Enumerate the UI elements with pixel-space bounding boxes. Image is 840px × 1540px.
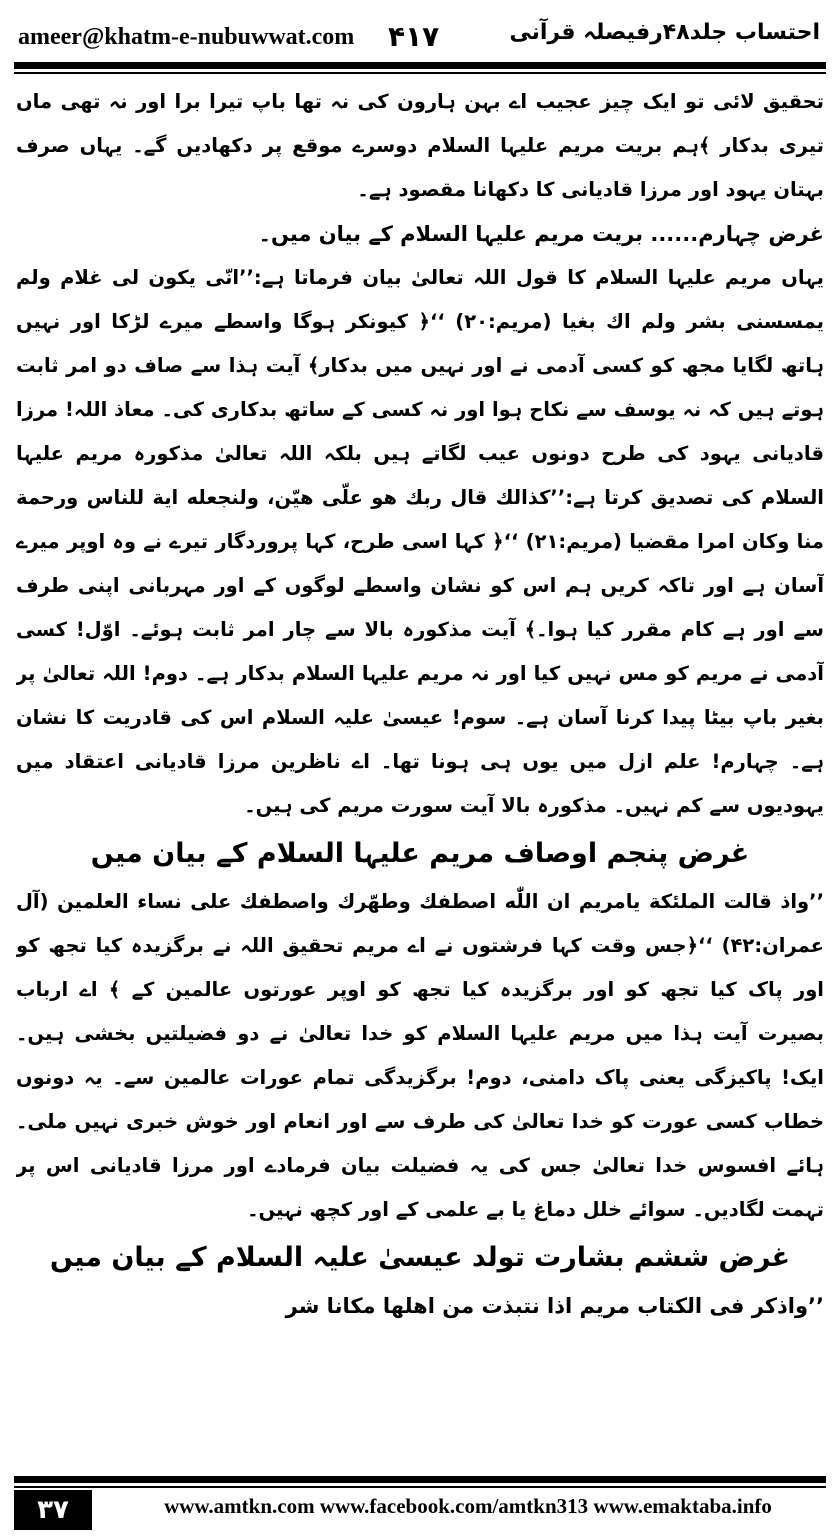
page-header (14, 14, 826, 62)
footer-rule-thin (14, 1486, 826, 1488)
section-heading: غرض ششم بشارت تولد عیسیٰ علیہ السلام کے بیان میں (49, 1242, 791, 1273)
footer-page-number: ۳۷ (14, 1490, 92, 1530)
running-title: احتساب جلد۴۸رفیصلہ قرآنی (509, 20, 820, 45)
body-text (16, 80, 824, 1470)
header-rule-thick (14, 62, 826, 69)
header-page-number: ۴۱۷ (388, 20, 440, 53)
footer-rule-thick (14, 1476, 826, 1483)
paragraph: تحقیق لائی تو ایک چیز عجیب اے بہن ہارون کی نہ تھا باپ تیرا برا اور نہ تھی ماں تیری بدکار ﴾ہم بریت مریم علیہا السلام دوسرے موقع پر دکھادیں گے۔ یہاں صرف بہتان یہود اور مرزا قادیانی کا دکھانا مقصود ہے۔ (16, 90, 824, 201)
section-heading: غرض پنجم اوصاف مریم علیہا السلام کے بیان میں (90, 838, 750, 869)
paragraph: ’’واذ قالت الملئکة یامریم ان اللّٰه اصطفك وطهّرك واصطفك علی نساء العلمین (آل عمران:۴۲) ‘‘﴿جس وقت کہا فرشتوں نے اے مریم تحقیق اللہ نے برگزیدہ کیا تجھ کو اور پاک کیا تجھ کو اور برگزیدہ کیا تجھ کو اوپر عورتوں عالمین کے ﴾ اے ارباب بصیرت آیت ہذا میں مریم علیہا السلام کو خدا تعالیٰ نے دو فضیلتیں بخشی ہیں۔ ایک! پاکیزگی یعنی پاک دامنی، دوم! برگزیدگی تمام عورات عالمین سے۔ یہ دونوں خطاب کسی عورت کو خدا تعالیٰ کی طرف سے اور انعام اور خوش خبری نہیں ملی۔ ہائے افسوس خدا تعالیٰ جس کی یہ فضیلت بیان فرمادے اور مرزا قادیانی اس پر تہمت لگادیں۔ سوائے خلل دماغ یا بے علمی کے اور کچھ نہیں۔ (16, 890, 824, 1221)
section-heading: غرض چہارم...... بریت مریم علیہا السلام کے بیان میں۔ (258, 222, 824, 246)
header-email: ameer@khatm-e-nubuwwat.com (18, 24, 355, 50)
paragraph: یہاں مریم علیہا السلام کا قول اللہ تعالیٰ بیان فرماتا ہے:’’انّی یکون لی غلام ولم یمسسنی بشر ولم اك بغیا (مریم:۲۰) ‘‘﴿ کیونکر ہوگا واسطے میرے لڑکا اور نہیں ہاتھ لگایا مجھ کو کسی آدمی نے اور نہیں میں بدکار﴾ آیت ہذا سے صاف دو امر ثابت ہوتے ہیں کہ نہ یوسف سے نکاح ہوا اور نہ کسی کے ساتھ بدکاری کی۔ معاذ اللہ! مرزا قادیانی یہود کی طرح دونوں عیب لگاتے ہیں بلکہ اللہ تعالیٰ مذکورہ مریم علیہا السلام کی تصدیق کرتا ہے:’’کذالك قال ربك هو علّی هیّن، ولنجعله ایة للناس ورحمة منا وکان امرا مقضیا (مریم:۲۱) ‘‘﴿ کہا اسی طرح، کہا پروردگار تیرے نے وہ اوپر میرے آسان ہے اور تاکہ کریں ہم اس کو نشان واسطے لوگوں کے اور مہربانی اپنی طرف سے اور ہے کام مقرر کیا ہوا۔﴾ آیت مذکورہ بالا سے چار امر ثابت ہوئے۔ اوّل! کسی آدمی نے مریم کو مس نہیں کیا اور نہ مریم علیہا السلام بدکار ہے۔ دوم! اللہ تعالیٰ پر بغیر باپ بیٹا پیدا کرنا آسان ہے۔ سوم! عیسیٰ علیہ السلام اس کی قادریت کا نشان ہے۔ چہارم! علم ازل میں یوں ہی ہونا تھا۔ اے ناظرین مرزا قادیانی اعتقاد میں یہودیوں سے کم نہیں۔ مذکورہ بالا آیت سورت مریم کی ہیں۔ (16, 266, 824, 817)
paragraph: ’’واذکر فی الکتاب مریم اذا نتبذت من اهلها مکانا شر (285, 1294, 824, 1318)
header-rule-thin (14, 72, 826, 74)
footer-links[interactable]: www.amtkn.com www.facebook.com/amtkn313 www.emaktaba.info (164, 1494, 772, 1518)
